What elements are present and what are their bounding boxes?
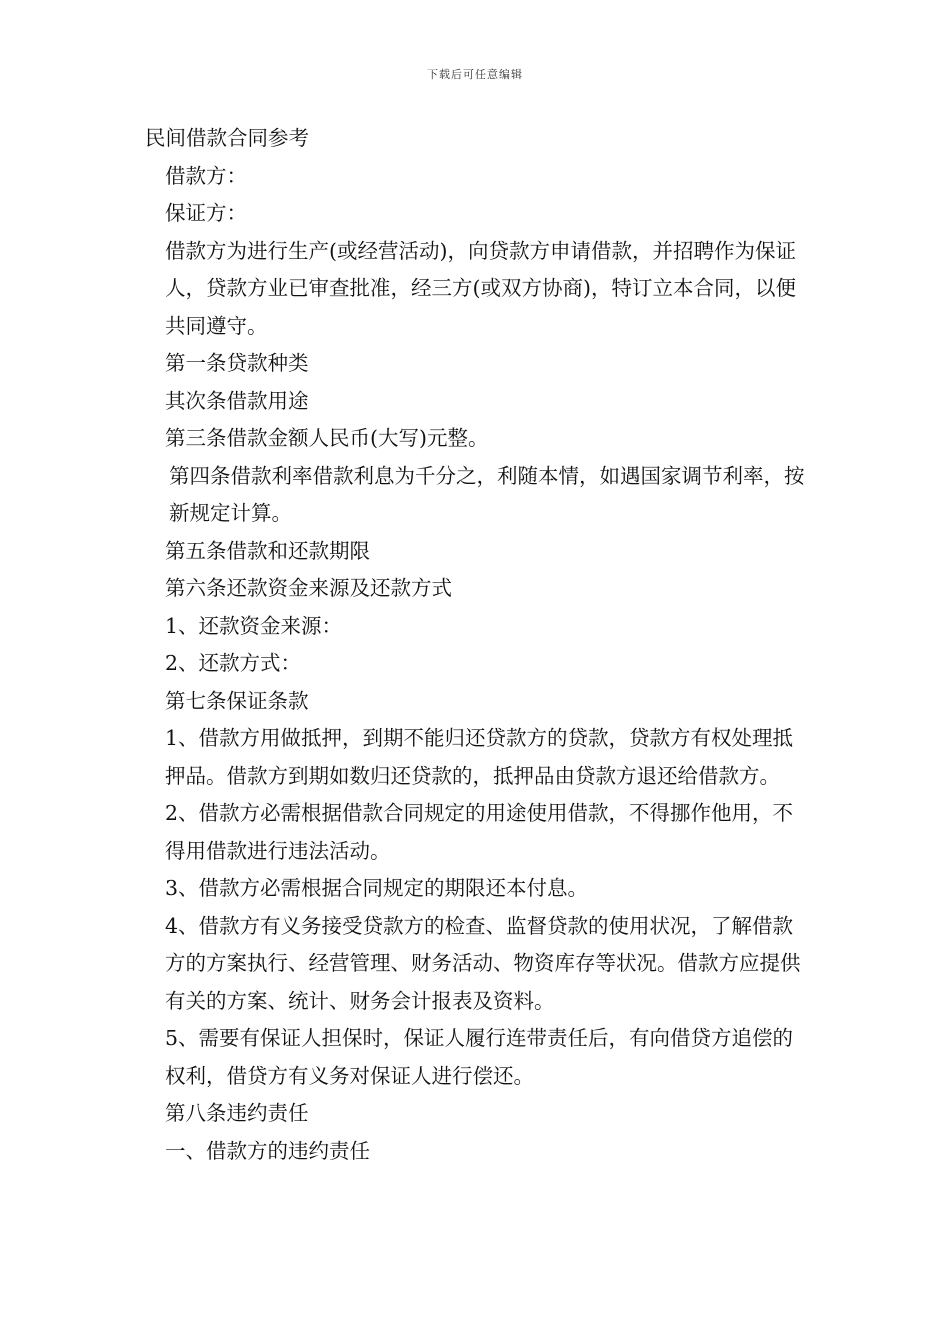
paragraph-borrower: 借款方：: [165, 163, 247, 188]
paragraph-guarantee-1: 1、借款方用做抵押，到期不能归还贷款方的贷款，贷款方有权处理抵押品。借款方到期如数归还贷款的，抵押品由贷款方退还给借款方。: [165, 726, 794, 788]
paragraph-article-3: 第三条借款金额人民币(大写)元整。: [165, 426, 489, 450]
paragraph-article-6: 第六条还款资金来源及还款方式: [165, 576, 452, 600]
paragraph-article-5: 第五条借款和还款期限: [165, 538, 370, 563]
paragraph-article-2: 其次条借款用途: [165, 388, 309, 413]
paragraph-guarantee-4: 4、借款方有义务接受贷款方的检查、监督贷款的使用状况，了解借款方的方案执行、经营管理、财务活动、物资库存等状况。借款方应提供有关的方案、统计、财务会计报表及资料。: [165, 913, 801, 1013]
document-body: [145, 120, 810, 1170]
paragraph-borrower-liability: 一、借款方的违约责任: [165, 1138, 370, 1163]
header-note: 下载后可任意编辑: [427, 68, 523, 81]
paragraph-repayment-source: 1、还款资金来源：: [165, 613, 343, 638]
paragraph-article-8: 第八条违约责任: [165, 1101, 309, 1125]
paragraph-article-7: 第七条保证条款: [165, 688, 309, 713]
paragraph-article-1: 第一条贷款种类: [165, 351, 309, 375]
paragraph-guarantor: 保证方：: [165, 201, 247, 225]
paragraph-repayment-method: 2、还款方式：: [165, 651, 302, 675]
paragraph-preamble: 借款方为进行生产(或经营活动)，向贷款方申请借款，并招聘作为保证人，贷款方业已审查批准，经三方(或双方协商)，特订立本合同，以便共同遵守。: [165, 238, 796, 338]
paragraph-guarantee-5: 5、需要有保证人担保时，保证人履行连带责任后，有向借贷方追偿的权利，借贷方有义务对保证人进行偿还。: [165, 1026, 794, 1088]
paragraph-guarantee-2: 2、借款方必需根据借款合同规定的用途使用借款，不得挪作他用，不得用借款进行违法活动。: [165, 801, 794, 863]
paragraph-article-4: 第四条借款利率借款利息为千分之，利随本情，如遇国家调节利率，按新规定计算。: [169, 463, 805, 525]
document-title: 民间借款合同参考: [145, 126, 309, 150]
paragraph-guarantee-3: 3、借款方必需根据合同规定的期限还本付息。: [165, 876, 589, 900]
